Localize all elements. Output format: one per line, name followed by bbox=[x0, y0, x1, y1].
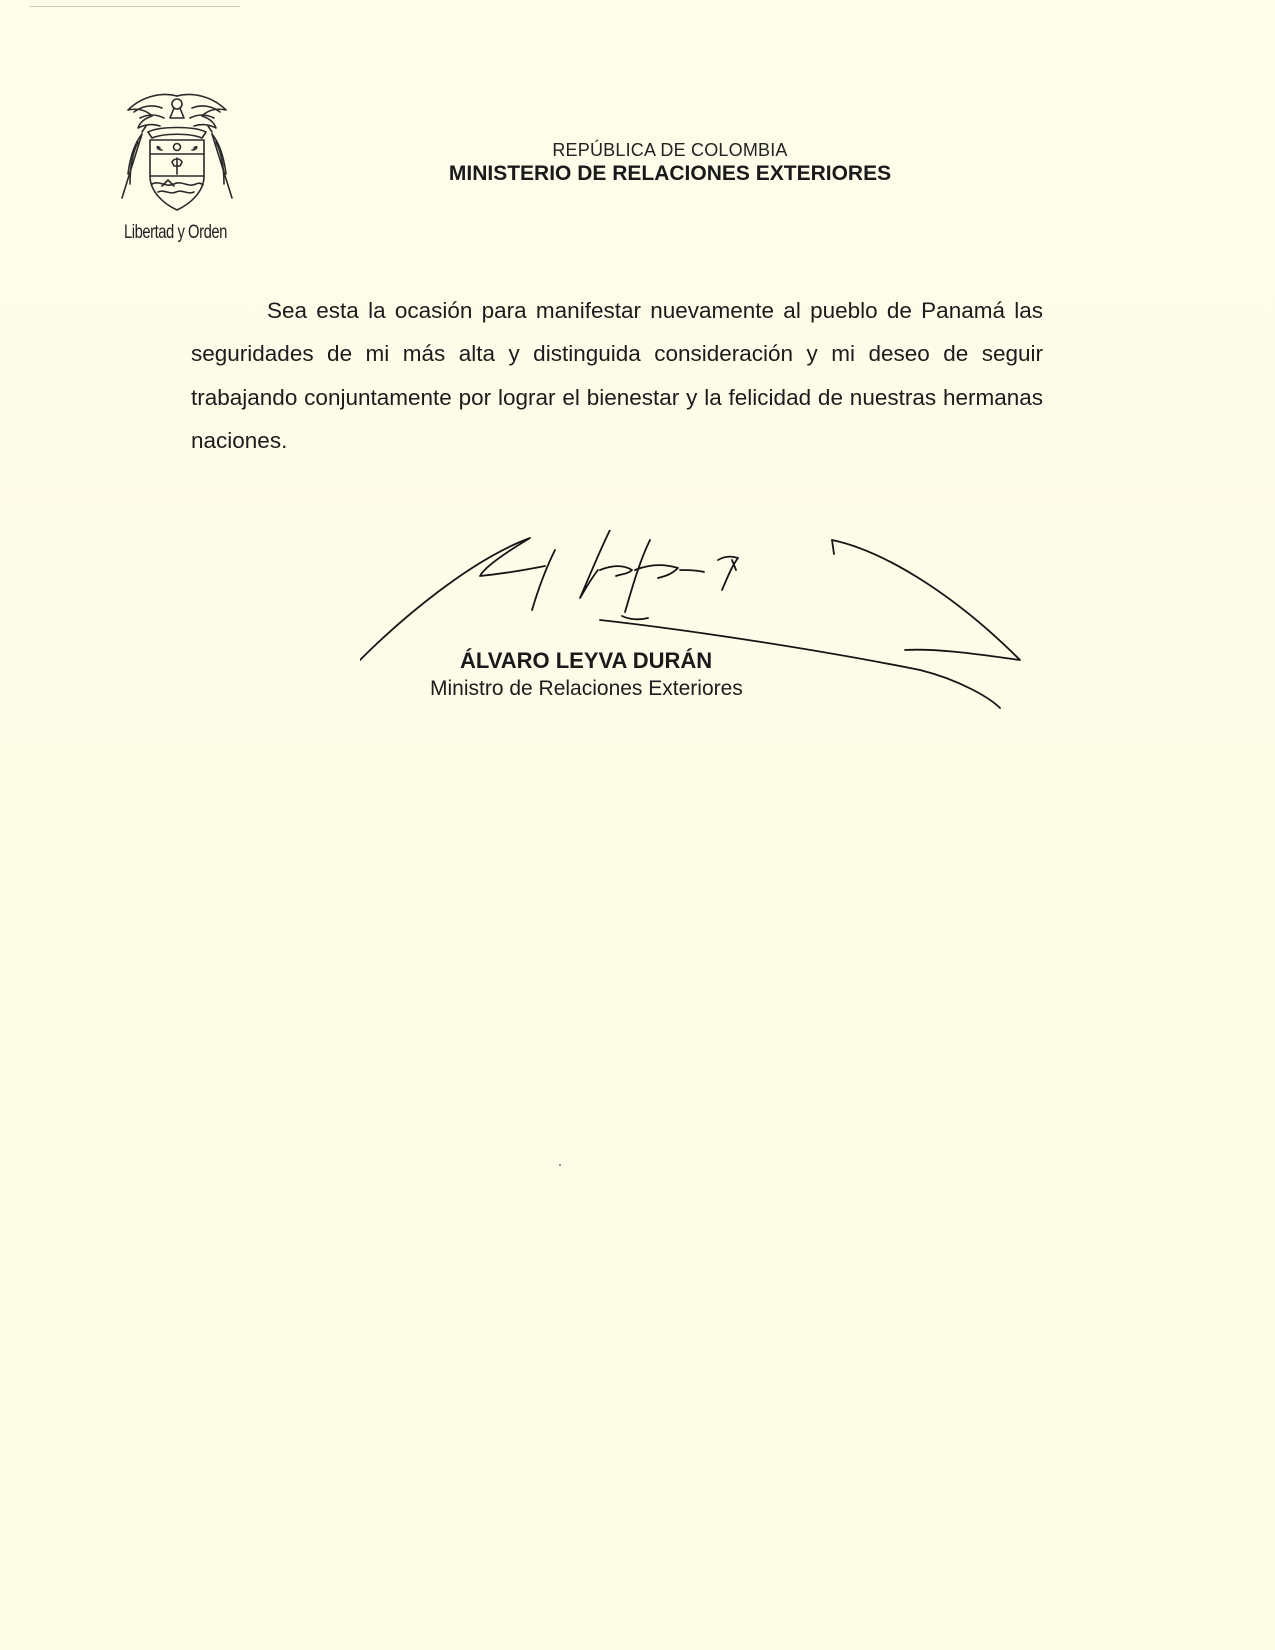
letterhead bbox=[400, 140, 940, 186]
seal-motto: Libertad y Orden bbox=[124, 222, 227, 243]
signer-name: ÁLVARO LEYVA DURÁN bbox=[460, 648, 713, 673]
letter-body-paragraph: Sea esta la ocasión para manifestar nuevamente al pueblo de Panamá las seguridades de mi más alta y distinguida consideración y mi deseo de seguir trabajando conjuntamente por lograr el bienestar y la felicidad de nuestras hermanas naciones. bbox=[191, 297, 1043, 453]
handwritten-signature-icon bbox=[360, 530, 1080, 750]
scan-speck bbox=[559, 1164, 561, 1166]
scan-edge-line bbox=[30, 6, 240, 7]
coat-of-arms-of-colombia-icon bbox=[112, 88, 242, 218]
ministry-name: MINISTERIO DE RELACIONES EXTERIORES bbox=[448, 162, 892, 185]
country-name: REPÚBLICA DE COLOMBIA bbox=[552, 140, 788, 160]
signer-title: Ministro de Relaciones Exteriores bbox=[430, 677, 743, 700]
signature-block bbox=[430, 648, 830, 701]
